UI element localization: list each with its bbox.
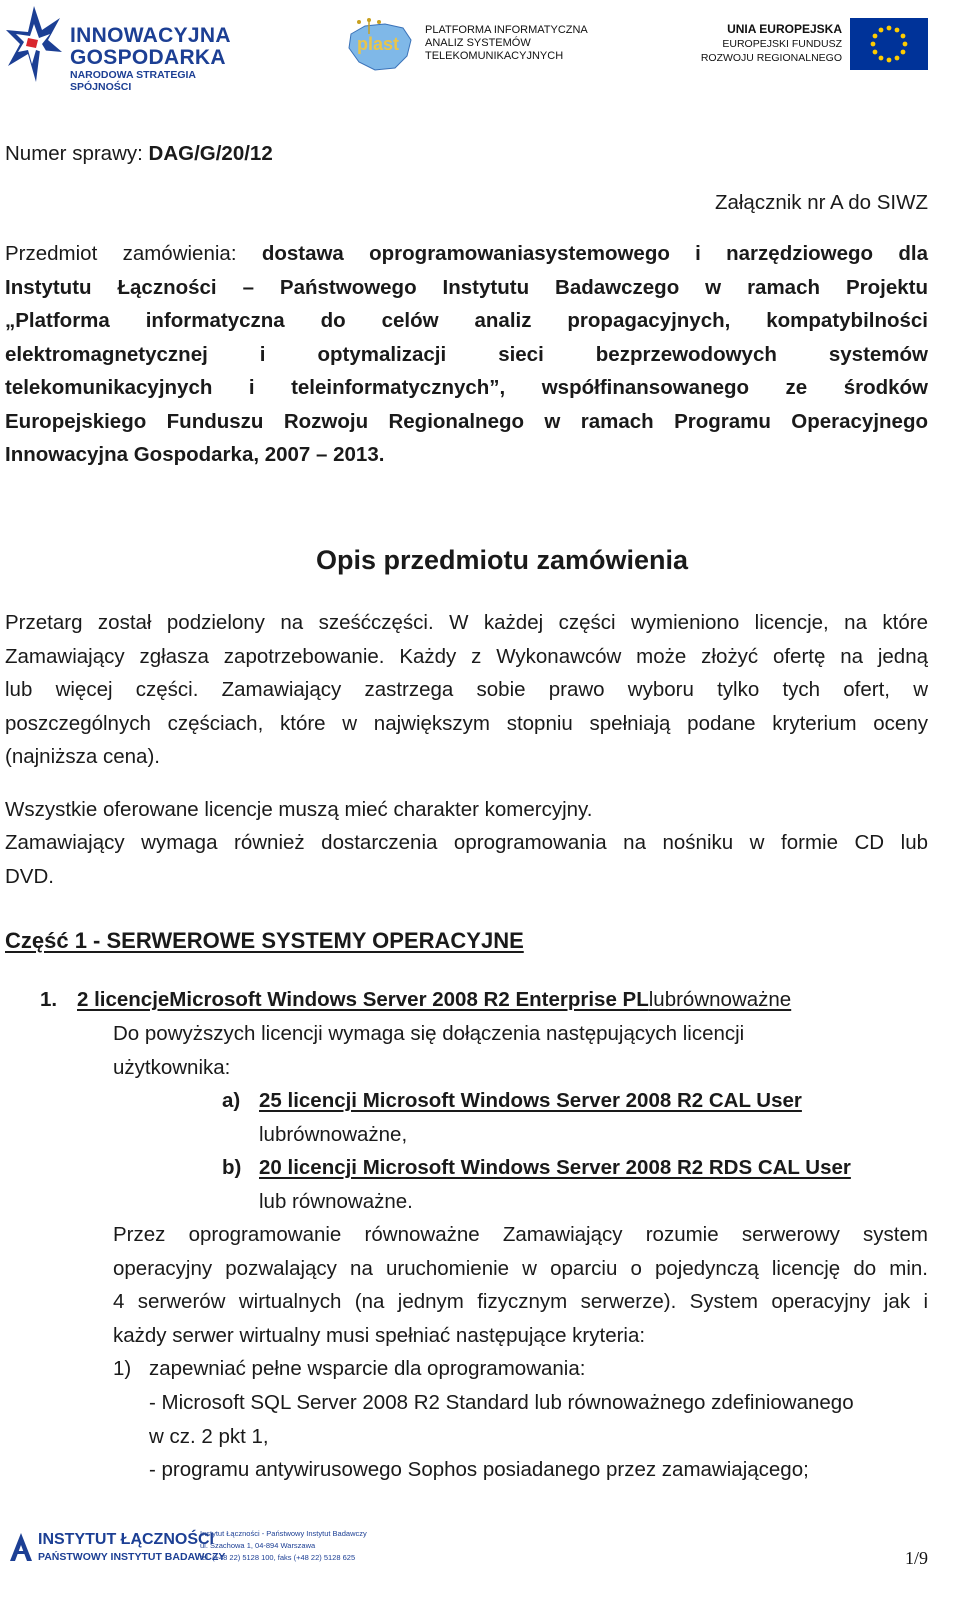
criterion-bullet-1-line-2: w cz. 2 pkt 1, (149, 1424, 269, 1448)
subitem-a-letter: a) (222, 1089, 241, 1112)
subitem-b-suffix: lub równoważne. (259, 1189, 413, 1213)
eu-line2: EUROPEJSKI FUNDUSZ (722, 38, 842, 50)
innowacyjna-line3: NARODOWA STRATEGIA SPÓJNOŚCI (70, 69, 196, 93)
subject-line-4: elektromagnetycznej i optymalizacji sieci bezprzewodowych systemów (5, 342, 928, 366)
subitem-a (259, 1084, 802, 1151)
plast-mark: plast (357, 34, 400, 54)
criterion-bullet-1-line-1: - Microsoft SQL Server 2008 R2 Standard lub równoważnego zdefiniowanego (149, 1391, 854, 1414)
innowacyjna-line2: GOSPODARKA (70, 46, 226, 69)
subject-text-1: dostawa oprogramowaniasystemowego i narzędziowego dla (261, 242, 928, 265)
footer-logo-line2: PAŃSTWOWY INSTYTUT BADAWCZY (38, 1551, 226, 1563)
desc-line-2: operacyjny pozwalający na uruchomienie w oparciu o pojedynczą licencję do min. (113, 1256, 928, 1280)
intro-paragraph (5, 606, 928, 774)
logo-unia-europejska (700, 18, 928, 72)
case-number (5, 137, 273, 171)
subject-line-7: Innowacyjna Gospodarka, 2007 – 2013. (5, 443, 385, 466)
subject-line-6: Europejskiego Funduszu Rozwoju Regionalnego w ramach Programu Operacyjnego (5, 409, 928, 433)
desc-line-4: każdy serwer wirtualny musi spełniać następujące kryteria: (113, 1323, 646, 1347)
intro-line-5: (najniższa cena). (5, 745, 160, 768)
part1-heading (5, 928, 524, 954)
subitem-b (259, 1151, 851, 1218)
subitem-b-title: 20 licencji Microsoft Windows Server 2008 R2 RDS CAL User (259, 1156, 851, 1179)
subitem-a-suffix: lubrównoważne, (259, 1122, 408, 1146)
media-line-2: DVD. (5, 864, 54, 888)
plast-map-icon (345, 16, 417, 72)
footer-logo-line1: INSTYTUT ŁĄCZNOŚCI (38, 1531, 214, 1548)
footer-address-line3: tel. (+48 22) 5128 100, faks (+48 22) 5128 625 (200, 1553, 356, 1562)
logo-innowacyjna-gospodarka (6, 4, 256, 93)
media-line-1: Zamawiający wymaga również dostarczenia oprogramowania na nośniku w formie CD lub (5, 831, 928, 854)
logo-plast (345, 16, 595, 74)
item-1-note-line-1: Do powyższych licencji wymaga się dołączenia następujących licencji (113, 1022, 745, 1045)
plast-line1: PLATFORMA INFORMATYCZNA (425, 24, 588, 36)
eu-flag-icon (850, 18, 928, 70)
innowacyjna-star-icon (6, 4, 62, 84)
section-title: Opis przedmiotu zamówienia (315, 545, 689, 575)
footer-address-line1: Instytut Łączności - Państwowy Instytut Badawczy (200, 1529, 367, 1538)
criterion-bullet-2: - programu antywirusowego Sophos posiadanego przez zamawiającego; (149, 1458, 809, 1481)
desc-line-1: Przez oprogramowanie równoważne Zamawiający rozumie serwerowy system (113, 1223, 928, 1246)
item-1-note-line-2: użytkownika: (113, 1055, 231, 1079)
criterion-1-number: 1) (113, 1357, 132, 1380)
eu-line3: ROZWOJU REGIONALNEGO (700, 52, 842, 64)
desc-line-3: 4 serwerów wirtualnych (na jednym fizycznym serwerze). System operacyjny jak i (113, 1290, 928, 1313)
footer-logo (8, 1529, 388, 1569)
subject-block (5, 237, 928, 472)
item-1-title-rest: lubrównoważne (648, 988, 792, 1011)
item-1-description (113, 1218, 928, 1352)
part1-heading-text: Część 1 - SERWEROWE SYSTEMY OPERACYJNE (5, 928, 524, 953)
attachment-label: Załącznik nr A do SIWZ (714, 191, 928, 214)
criterion-1-bullets (149, 1386, 854, 1487)
item-1-title-bold: 2 licencjeMicrosoft Windows Server 2008 R2 Enterprise PL (77, 988, 649, 1011)
innowacyjna-line1: INNOWACYJNA (70, 24, 231, 47)
instytut-lacznosci-icon (8, 1531, 34, 1563)
item-1-number: 1. (40, 988, 58, 1011)
intro-line-4: poszczególnych częściach, które w największym stopniu spełniają podane kryterium oceny (5, 711, 928, 735)
subject-line-5: telekomunikacyjnych i teleinformatycznych”, współfinansowanego ze środków (5, 376, 928, 399)
intro-line-3: lub więcej części. Zamawiający zastrzega sobie prawo wyboru tylko tych ofert, w (5, 678, 928, 701)
criterion-1-text: zapewniać pełne wsparcie dla oprogramowania: (149, 1357, 586, 1380)
intro-line-2: Zamawiający zgłasza zapotrzebowanie. Każdy z Wykonawców może złożyć ofertę na jedną (5, 644, 928, 668)
subject-line-3: „Platforma informatyczna do celów analiz propagacyjnych, kompatybilności (5, 309, 928, 332)
item-1-title (77, 983, 791, 1017)
subject-line-1 (5, 237, 928, 271)
subject-label: Przedmiot zamówienia: (5, 242, 262, 265)
subitem-b-letter: b) (222, 1156, 242, 1179)
media-paragraph (5, 826, 928, 893)
eu-line1: UNIA EUROPEJSKA (727, 22, 842, 36)
subitem-a-title: 25 licencji Microsoft Windows Server 2008 R2 CAL User (259, 1089, 802, 1112)
subject-line-2: Instytutu Łączności – Państwowego Instytutu Badawczego w ramach Projektu (5, 275, 928, 299)
case-number-value: DAG/G/20/12 (148, 142, 273, 165)
plast-line2: ANALIZ SYSTEMÓW (425, 37, 531, 49)
commercial-note: Wszystkie oferowane licencje muszą mieć charakter komercyjny. (5, 798, 593, 821)
intro-line-1: Przetarg został podzielony na sześćczęści. W każdej części wymieniono licencje, na które (5, 611, 928, 634)
footer-address-line2: ul. Szachowa 1, 04-894 Warszawa (200, 1541, 316, 1550)
case-number-label: Numer sprawy: (5, 142, 149, 165)
page-number: 1/9 (904, 1548, 928, 1568)
plast-line3: TELEKOMUNIKACYJNYCH (425, 50, 564, 62)
item-1-note (113, 1017, 744, 1084)
